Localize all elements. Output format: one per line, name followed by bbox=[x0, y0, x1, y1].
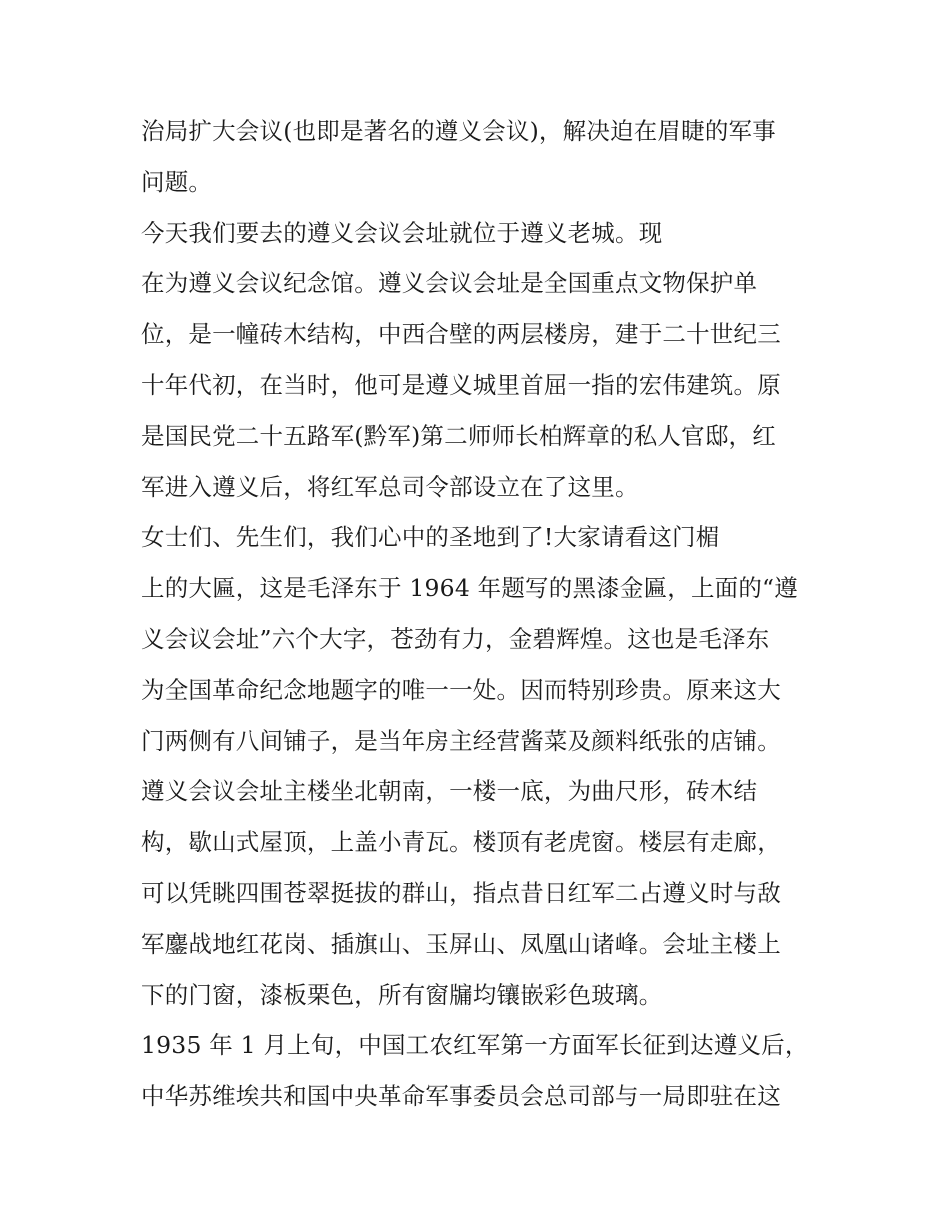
text-line: 十年代初，在当时，他可是遵义城里首屈一指的宏伟建筑。原 bbox=[141, 370, 781, 399]
text-line: 军进入遵义后，将红军总司令部设立在了这里。 bbox=[141, 472, 639, 501]
text-line: 问题。 bbox=[141, 167, 213, 196]
text-line: 遵义会议会址主楼坐北朝南，一楼一底，为曲尺形，砖木结 bbox=[141, 777, 758, 806]
text-line: 义会议会址”六个大字，苍劲有力，金碧辉煌。这也是毛泽东 bbox=[141, 624, 770, 653]
text-line: 治局扩大会议(也即是著名的遵义会议)，解决迫在眉睫的军事 bbox=[141, 117, 776, 145]
text-line: 门两侧有八间铺子，是当年房主经营酱菜及颜料纸张的店铺。 bbox=[141, 726, 781, 755]
text-line: 是国民党二十五路军(黔军)第二师师长柏辉章的私人官邸，红 bbox=[141, 421, 776, 450]
text-line: 位，是一幢砖木结构，中西合壁的两层楼房，建于二十世纪三 bbox=[141, 320, 781, 349]
text-line: 下的门窗，漆板栗色，所有窗牖均镶嵌彩色玻璃。 bbox=[141, 980, 663, 1009]
text-line: 在为遵义会议纪念馆。遵义会议会址是全国重点文物保护单 bbox=[141, 269, 758, 298]
text-line: 构，歇山式屋顶，上盖小青瓦。楼顶有老虎窗。楼层有走廊， bbox=[141, 828, 781, 857]
body-text bbox=[141, 106, 821, 1122]
text-line: 今天我们要去的遵义会议会址就位于遵义老城。现 bbox=[141, 218, 663, 247]
text-line: 军鏖战地红花岗、插旗山、玉屏山、凤凰山诸峰。会址主楼上 bbox=[141, 929, 781, 958]
text-line: 女士们、先生们，我们心中的圣地到了!大家请看这门楣 bbox=[141, 523, 720, 552]
text-line: 上的大匾，这是毛泽东于 1964 年题写的黑漆金匾，上面的“遵 bbox=[141, 574, 798, 603]
text-line: 为全国革命纪念地题字的唯一一处。因而特别珍贵。原来这大 bbox=[141, 675, 781, 704]
text-line: 可以凭眺四围苍翠挺拔的群山，指点昔日红军二占遵义时与敌 bbox=[141, 878, 781, 907]
text-line: 1935 年 1 月上旬，中国工农红军第一方面军长征到达遵义后， bbox=[141, 1031, 809, 1060]
text-line: 中华苏维埃共和国中央革命军事委员会总司部与一局即驻在这 bbox=[141, 1082, 781, 1111]
